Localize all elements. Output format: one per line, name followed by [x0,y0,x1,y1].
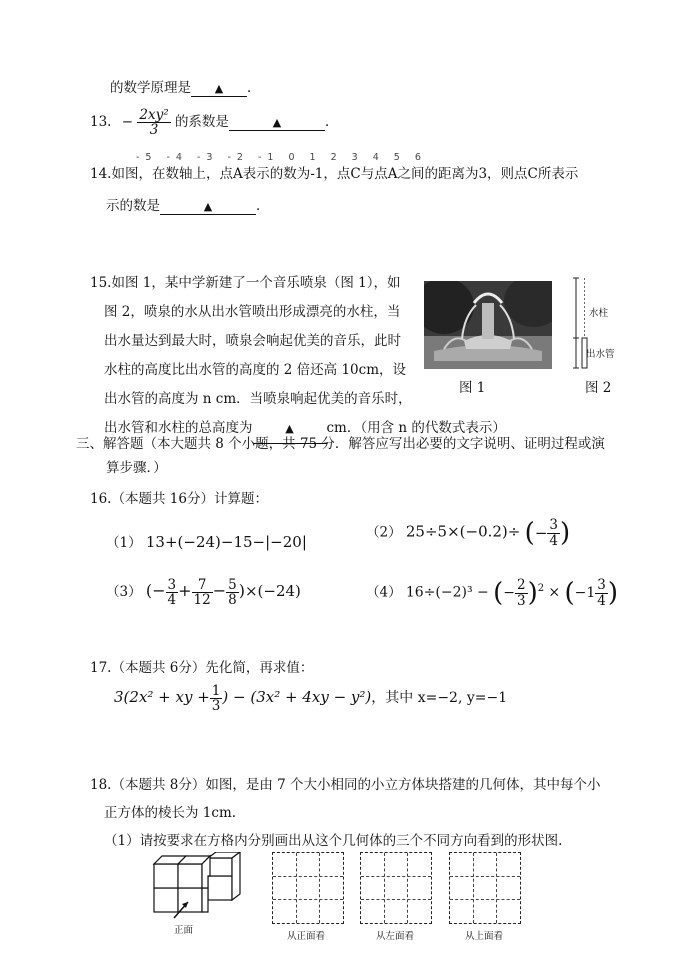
cube-solid-figure [152,852,252,922]
water-column-label: 水柱 [589,308,609,319]
number-line-overlay: -5 -4 -3 -2 -1 0 1 2 3 4 5 6 [136,152,427,163]
figure-2-caption: 图 2 [585,380,612,396]
question-13: 13. − $\frac{\text{2xy²}}{3}$ 的系数是 ▲ ． [90,107,339,139]
q16-part1: （1） 13+(−24)−15−|−20| [106,533,307,551]
grid-top-view[interactable] [449,852,521,924]
answer-blank[interactable]: ▲ [191,80,247,97]
q17-expression: 3(2x² + xy + $\frac{1}{3}$ ) − (3x² + 4xy − y²)，其中 x=−2, y=−1 [114,683,508,715]
grid-front-view[interactable] [272,852,344,924]
fraction: $\frac{5}{8}$ [228,577,237,609]
grid-left-view[interactable] [360,852,432,924]
question-14-line1: 14.如图，在数轴上，点A表示的数为-1，点C与点A之间的距离为3，则点C所表示 [90,166,579,182]
grid-label-front: 从正面看 [287,931,326,942]
answer-blank[interactable]: ▲ [160,198,256,215]
q12-tail: 的数学原理是 ▲ ． [110,80,261,96]
fraction: $\frac{\text{2xy²}}{3}$ [139,107,169,139]
fraction: $\frac{3}{4}$ [549,517,558,549]
fraction: $\frac{3}{4}$ [167,577,177,609]
isometric-cubes [152,852,252,922]
q16-part2: （2） 25÷5×(−0.2)÷ (− $\frac{3}{4}$ ) [366,517,571,549]
q16-part3: （3） (− $\frac{3}{4}$ + $\frac{7}{12}$ − $\frac{5}{8}$ )×(−24) [106,577,301,609]
fountain-photo [424,281,552,369]
question-16-title: 16.（本题共 16分）计算题： [90,491,268,507]
question-14-line2: 示的数是 ▲ ． [106,198,270,214]
fraction: $\frac{1}{3}$ [211,683,221,715]
grid-label-left: 从左面看 [376,931,415,942]
q16-part4: （4） 16÷(−2)³ − (− $\frac{2}{3}$ )$^2$ × (−1 $\frac{3}{4}$ ) [366,577,618,609]
question-18-text: 18.（本题共 8分）如图，是由 7 个大小相同的小立方体块搭建的几何体，其中每个小 正方体的棱长为 1cm. （1）请按要求在方格内分别画出从这个几何体的三个不同方向看到的形状图. [90,777,601,849]
fraction: $\frac{2}{3}$ [516,577,526,609]
outlet-pipe-label: 出水管 [586,349,615,360]
fraction: $\frac{7}{12}$ [193,577,211,609]
answer-blank[interactable]: ▲ [253,414,327,444]
section-3-heading: 三、解答题（本大题共 8 个小题，共 75 分．解答应写出必要的文字说明、证明过程或演 算步骤．） [76,436,605,476]
front-direction-label: 正面 [174,925,194,936]
fountain-illustration [424,281,552,369]
fraction: $\frac{3}{4}$ [597,577,606,609]
grid-label-top: 从上面看 [465,931,504,942]
answer-blank[interactable]: ▲ [229,114,325,131]
question-17-title: 17.（本题共 6分）先化简，再求值： [90,660,314,676]
question-15-text: 15.如图 1，某中学新建了一个音乐喷泉（图 1），如 图 2，喷泉的水从出水管喷出形成漂亮的水柱，当 出水量达到最大时，喷泉会响起优美的音乐，此时 水柱的高度比出水管的高度的 2 倍还高 10cm，设 出水管的高度为 n cm．当喷泉响起优美的音乐时， 出水管和水柱的总高度为 ▲ cm．（用含 n 的代数式表示） [90,269,506,444]
figure-1-caption: 图 1 [459,380,486,396]
